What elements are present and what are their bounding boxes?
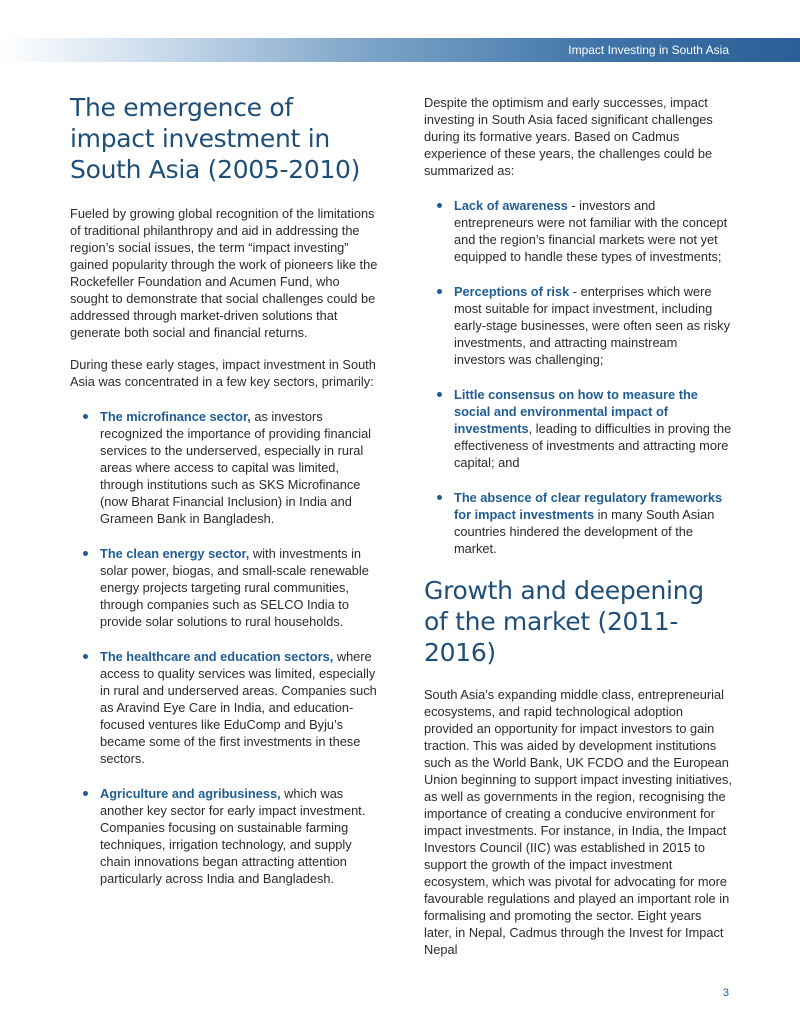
bullet-icon (437, 289, 442, 294)
list-item-text: - investors and entrepreneurs were not familiar with the concept and the region’s financial markets were not yet equipped to handle these types of investments; (454, 198, 728, 264)
list-item-term: The clean energy sector, (100, 546, 250, 561)
page-number: 3 (722, 987, 729, 999)
list-item (424, 197, 732, 265)
list-item-term: The microfinance sector, (100, 409, 251, 424)
list-item (70, 785, 378, 887)
list-item-text: as investors recognized the importance of providing financial services to the underserved, especially in rural areas where access to capital was limited, through institutions such as SKS Microfinance (now Bharat Financial Inclusion) in India and Grameen Bank in Bangladesh. (100, 409, 372, 526)
list-item (424, 283, 732, 368)
list-item (70, 408, 378, 527)
paragraph-challenges-intro: Despite the optimism and early successes, impact investing in South Asia faced significant challenges during its formative years. Based on Cadmus experience of these years, the challenges could be summarized as: (424, 95, 713, 178)
paragraph-intro: Fueled by growing global recognition of the limitations of traditional philanthropy and aid in addressing the region’s social issues, the term “impact investing” gained popularity through the work of pioneers like the Rockefeller Foundation and Acumen Fund, who sought to demonstrate that social challenges could be addressed through market-driven solutions that generate both social and financial returns. (70, 206, 378, 340)
list-item-text: with investments in solar power, biogas, and small-scale renewable energy projects targeting rural communities, through companies such as SELCO India to provide solar solutions to rural households. (100, 546, 369, 629)
list-item-term: The absence of clear regulatory frameworks for impact investments (454, 490, 723, 522)
list-item-term: Agriculture and agribusiness, (100, 786, 281, 801)
list-item (424, 489, 732, 557)
list-item (424, 386, 732, 471)
list-item-term: Little consensus on how to measure the social and environmental impact of investments (454, 387, 698, 436)
sector-list (70, 408, 378, 887)
challenge-list (424, 197, 732, 557)
bullet-icon (83, 414, 88, 419)
list-item (70, 648, 378, 767)
bullet-icon (83, 654, 88, 659)
paragraph-early-stages: During these early stages, impact investment in South Asia was concentrated in a few key sectors, primarily: (70, 357, 376, 389)
left-column (70, 92, 378, 905)
section-heading-emergence: The emergence of impact investment in South Asia (2005-2010) (70, 93, 361, 184)
list-item-text: which was another key sector for early impact investment. Companies focusing on sustainable farming techniques, irrigation technology, and supply chain innovations began attracting attention particularly across India and Bangladesh. (100, 786, 366, 886)
section-heading-growth: Growth and deepening of the market (2011-2016) (424, 576, 704, 667)
paragraph-growth: South Asia’s expanding middle class, entrepreneurial ecosystems, and rapid technological adoption provided an opportunity for impact investors to gain traction. This was aided by development institutions such as the World Bank, UK FCDO and the European Union beginning to support impact investing initiatives, as well as governments in the region, recognising the importance of creating a conducive environment for impact investments. For instance, in India, the Impact Investors Council (IIC) was established in 2015 to support the growth of the impact investment ecosystem, which was pivotal for advocating for more favourable regulations and played an important role in formalising and promoting the sector. Eight years later, in Nepal, Cadmus through the Invest for Impact Nepal (424, 687, 733, 957)
list-item-term: Lack of awareness (454, 198, 568, 213)
bullet-icon (437, 203, 442, 208)
header-title: Impact Investing in South Asia (568, 43, 729, 57)
list-item-text: in many South Asian countries hindered the development of the market. (454, 507, 715, 556)
header-bar (0, 38, 800, 62)
list-item-text: where access to quality services was limited, especially in rural and underserved areas. Companies such as Aravind Eye Care in India, and education-focused ventures like EduComp and Byju’s became some of the first investments in these sectors. (100, 649, 377, 766)
right-column (424, 94, 732, 973)
list-item-term: The healthcare and education sectors, (100, 649, 334, 664)
bullet-icon (437, 392, 442, 397)
list-item (70, 545, 378, 630)
bullet-icon (437, 495, 442, 500)
list-item-text: , leading to difficulties in proving the effectiveness of investments and attracting more capital; and (454, 421, 732, 470)
bullet-icon (83, 791, 88, 796)
bullet-icon (83, 551, 88, 556)
list-item-text: - enterprises which were most suitable for impact investment, including early-stage businesses, were often seen as risky investments, and attracting mainstream investors was challenging; (454, 284, 730, 367)
list-item-term: Perceptions of risk (454, 284, 570, 299)
